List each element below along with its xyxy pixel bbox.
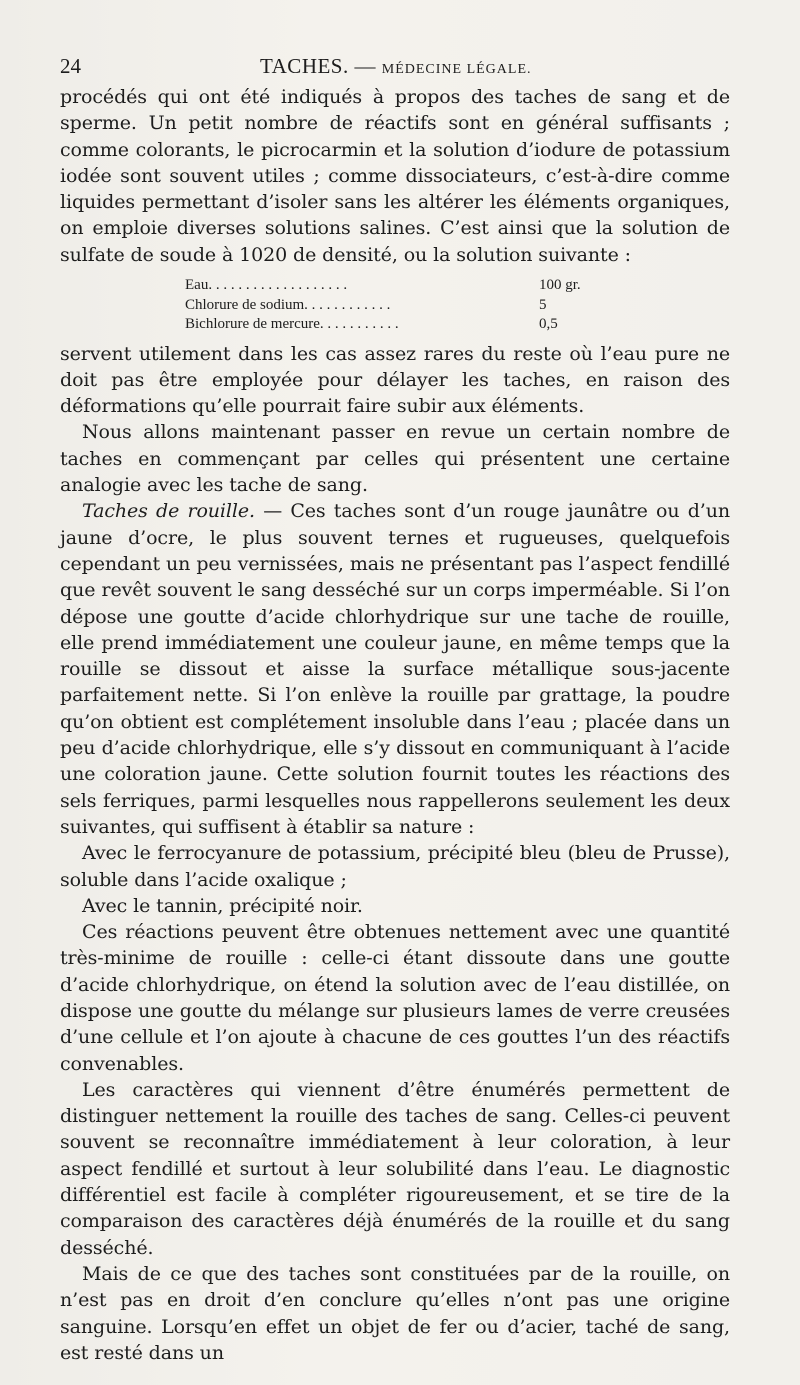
formula-row [185,315,599,335]
formula-row [185,296,599,316]
formula-ingredient: Chlorure de sodium. . . . . . . . . . . . [185,296,391,313]
formula-table [185,276,599,335]
formula-quantity: 5 [539,296,547,313]
paragraph-5: Avec le ferrocyanure de potassium, précipité bleu (bleu de Prusse), soluble dans l’acide oxalique ; [60,842,730,891]
formula-ingredient: Eau. . . . . . . . . . . . . . . . . . . [185,277,348,294]
running-title [260,54,532,79]
section-heading-rust-stains: Taches de rouille. [82,500,255,523]
page-number: 24 [60,54,81,78]
paragraph-8: Les caractères qui viennent d’être énumérés permettent de distinguer nettement la rouille des taches de sang. Celles-ci peuvent souvent se reconnaître immédiatement à leur coloration, à leur aspect fendillé et surtout à leur solubilité dans l’eau. Le diagnostic différentiel est facile à compléter rigoureusement, et se tire de la comparaison des caractères déjà énumérés de la rouille et du sang desséché. [60,1078,730,1259]
running-title-main: TACHES. — [260,54,376,78]
text-block [60,54,730,1366]
running-subtitle: MÉDECINE LÉGALE. [381,62,532,77]
paragraph-1: procédés qui ont été indiqués à propos des taches de sang et de sperme. Un petit nombre de réactifs sont en général suffisants ; comme colorants, le picrocarmin et la solution d’iodure de potassium iodée sont souvent utiles ; comme dissociateurs, c’est-à-dire comme liquides permettant d’isoler sans les altérer les éléments organiques, on emploie diverses solutions salines. C’est ainsi que la solution de sulfate de soude à 1020 de densité, ou la solution suivante : [60,86,730,266]
paragraph-6: Avec le tannin, précipité noir. [82,894,363,917]
paragraph-9: Mais de ce que des taches sont constituées par de la rouille, on n’est pas en droit d’en conclure qu’elles n’ont pas une origine sanguine. Lorsqu’en effet un objet de fer ou d’acier, taché de sang, est resté dans un [60,1262,730,1364]
paragraph-3: Nous allons maintenant passer en revue un certain nombre de taches en commençant par celles qui présentent une certaine analogie avec les tache de sang. [60,421,730,497]
running-head [60,54,730,84]
formula-quantity: 0,5 [539,316,558,333]
paragraph-2: servent utilement dans les cas assez rares du reste où l’eau pure ne doit pas être employée pour délayer les taches, en raison des déformations qu’elle pourrait faire subir aux éléments. [60,342,730,418]
formula-quantity: 100 gr. [539,277,581,294]
paragraph-7: Ces réactions peuvent être obtenues nettement avec une quantité très-minime de rouille : celle-ci étant dissoute dans une goutte d’acide chlorhydrique, on étend la solution avec de l’eau distillée, on dispose une goutte du mélange sur plusieurs lames de verre creusées d’une cellule et l’on ajoute à chacune de ces gouttes l’un des réactifs convenables. [60,921,730,1075]
formula-row [185,276,599,296]
paragraph-4 [60,498,730,840]
formula-ingredient: Bichlorure de mercure. . . . . . . . . . . [185,316,399,333]
paragraph-4-body: — Ces taches sont d’un rouge jaunâtre ou d’un jaune d’ocre, le plus souvent ternes et rugueuses, quelquefois cependant un peu vernissées, mais ne présentant pas l’aspect fendillé que revêt souvent le sang desséché sur un corps imperméable. Si l’on dépose une goutte d’acide chlorhydrique sur une tache de rouille, elle prend immédiatement une couleur jaune, en même temps que la rouille se dissout et aisse la surface métallique sous-jacente parfaitement nette. Si l’on enlève la rouille par grattage, la poudre qu’on obtient est complétement insoluble dans l’eau ; placée dans un peu d’acide chlorhydrique, elle s’y dissout en communiquant à l’acide une coloration jaune. Cette solution fournit toutes les réactions des sels ferriques, parmi lesquelles nous rappellerons seulement les deux suivantes, qui suffisent à établir sa nature : [60,500,730,838]
